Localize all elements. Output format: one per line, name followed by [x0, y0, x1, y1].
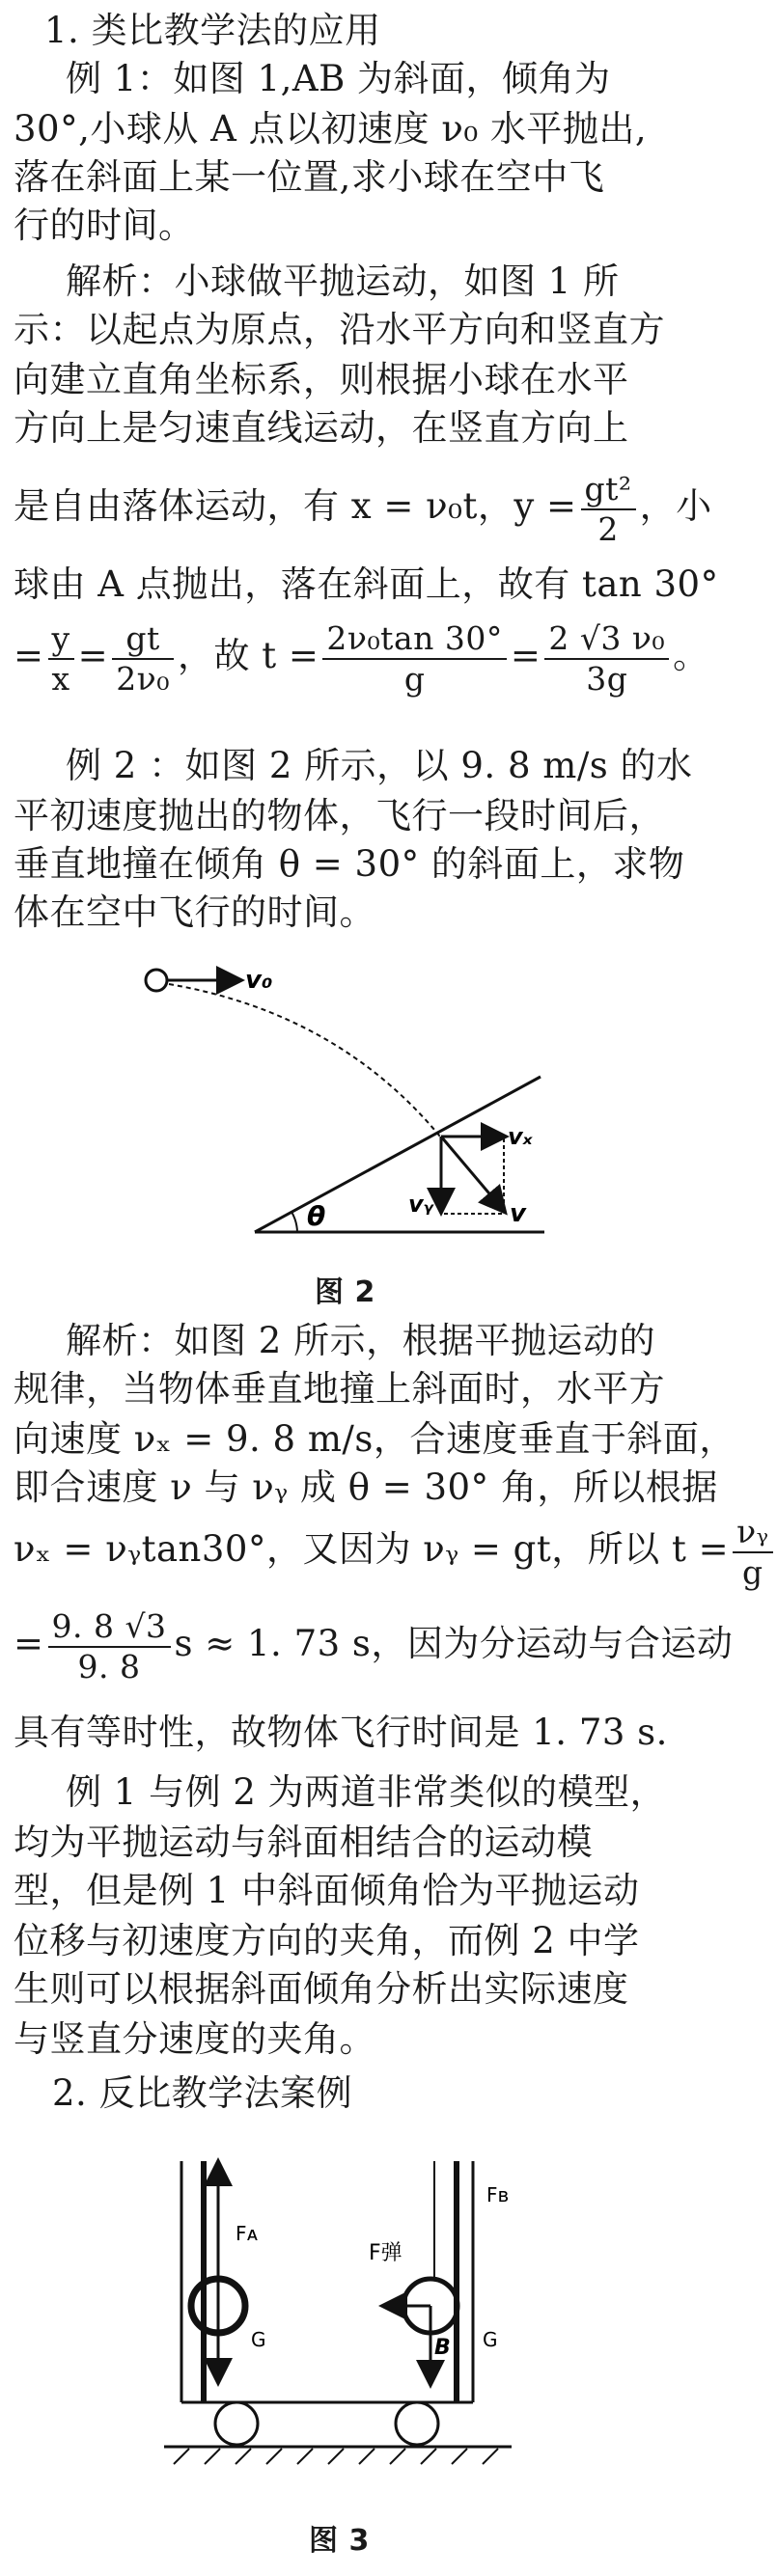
incline-line — [255, 1077, 541, 1232]
g-left-label: G — [251, 2328, 266, 2351]
b-label: B — [434, 2336, 451, 2360]
example2-solution-line-6: = $\frac{9. 8 √3}{9. 8}$ s ≈ 1. 73 s，因为分运动与合运动 — [14, 1606, 734, 1685]
example1-solution-line-4: 方向上是匀速直线运动，在竖直方向上 — [14, 407, 629, 449]
fraction-vy-over-g: $\frac{\text{νᵧ}}{g}$ — [733, 1513, 772, 1592]
equation-text: 是自由落体运动，有 x = ν₀t，y = — [14, 485, 577, 527]
equation-tail: ，小 — [639, 485, 712, 527]
fraction-gt-over-2v0: $\frac{gt}{\text{2ν₀}}$ — [112, 619, 174, 699]
section2-heading: 2. 反比教学法案例 — [52, 2072, 353, 2114]
right-wheel — [396, 2402, 438, 2445]
comparison-line-2: 均为平抛运动与斜面相结合的运动模 — [14, 1822, 593, 1863]
example1-solution-line-2: 示：以起点为原点，沿水平方向和竖直方 — [14, 309, 665, 350]
figure2-caption: 图 2 — [315, 1275, 375, 1309]
fraction-2sqrt3v0-over-3g: $\frac{\text{2 √3 ν₀}}{3g}$ — [544, 619, 669, 699]
vy-label: vᵧ — [408, 1191, 433, 1218]
example1-solution-line-5 — [14, 469, 712, 550]
fraction-9.8sqrt3-over-9.8: $\frac{9. 8 √3}{9. 8}$ — [48, 1607, 171, 1686]
example1-line-2: 30°,小球从 A 点以初速度 ν₀ 水平抛出, — [14, 108, 648, 150]
comparison-line-1: 例 1 与例 2 为两道非常类似的模型， — [66, 1771, 667, 1813]
fraction-gt2: $\frac{\text{gt²}}{2}$ — [581, 470, 636, 549]
example2-line-1: 例 2 ：如图 2 所示，以 9. 8 m/s 的水 — [66, 745, 693, 786]
v0-label: v₀ — [245, 966, 273, 995]
v-label: v — [510, 1199, 526, 1228]
section1-heading: 1. 类比教学法的应用 — [44, 10, 381, 51]
fa-label: Fᴀ — [236, 2222, 259, 2245]
fspring-label: F弹 — [369, 2241, 402, 2265]
example1-solution-line-7: = $\frac{y}{x}$ = $\frac{gt}{\text{2ν₀}}$ ，故 t = $\frac{\text{2ν₀tan 30°}}{g}$ = $\frac{\text{2 √3 ν₀}}{3g}$ 。 — [14, 618, 709, 698]
example2-solution-line-3: 向速度 νₓ = 9. 8 m/s，合速度垂直于斜面， — [14, 1418, 735, 1460]
example2-line-2: 平初速度抛出的物体，飞行一段时间后， — [14, 795, 665, 836]
example1-solution-line-3: 向建立直角坐标系，则根据小球在水平 — [14, 359, 629, 400]
ground-hatching — [174, 2449, 498, 2464]
vx-label: vₓ — [508, 1123, 533, 1150]
g-right-label: G — [483, 2328, 498, 2351]
example2-solution-line-4: 即合速度 ν 与 νᵧ 成 θ = 30° 角，所以根据 — [14, 1466, 718, 1508]
figure3-diagram — [145, 2123, 541, 2528]
projectile-ball — [146, 970, 167, 991]
angle-arc — [291, 1212, 297, 1232]
example1-line-4: 行的时间。 — [14, 205, 195, 246]
example1-line-3: 落在斜面上某一位置,求小球在空中飞 — [14, 156, 605, 198]
example2-solution-line-7: 具有等时性，故物体飞行时间是 1. 73 s. — [14, 1712, 668, 1753]
example2-line-4: 体在空中飞行的时间。 — [14, 891, 375, 933]
comparison-line-3: 型，但是例 1 中斜面倾角恰为平抛运动 — [14, 1870, 640, 1911]
example2-solution-line-1: 解析：如图 2 所示，根据平抛运动的 — [66, 1320, 656, 1361]
comparison-line-4: 位移与初速度方向的夹角，而例 2 中学 — [14, 1920, 640, 1961]
example1-solution-line-1: 解析：小球做平抛运动，如图 1 所 — [66, 260, 620, 302]
left-wheel — [215, 2402, 258, 2445]
figure2-diagram — [125, 955, 550, 1264]
fraction-y-over-x: $\frac{y}{x}$ — [48, 619, 74, 699]
example1-line-1: 例 1：如图 1,AB 为斜面，倾角为 — [66, 58, 611, 99]
example1-solution-line-6: 球由 A 点抛出，落在斜面上，故有 tan 30° — [14, 563, 719, 605]
figure3-caption: 图 3 — [309, 2524, 370, 2558]
example2-line-3: 垂直地撞在倾角 θ = 30° 的斜面上，求物 — [14, 843, 685, 885]
comparison-line-5: 生则可以根据斜面倾角分析出实际速度 — [14, 1968, 629, 2010]
right-rod — [454, 2161, 459, 2402]
comparison-line-6: 与竖直分速度的夹角。 — [14, 2018, 375, 2060]
fb-label: Fʙ — [486, 2183, 510, 2206]
example2-solution-line-5: νₓ = νᵧtan30°，又因为 νᵧ = gt，所以 t = $\frac{\text{νᵧ}}{g}$ — [14, 1511, 670, 1594]
theta-label: θ — [307, 1200, 326, 1232]
fraction-2v0tan30-over-g: $\frac{\text{2ν₀tan 30°}}{g}$ — [322, 619, 506, 699]
trajectory-curve — [169, 984, 440, 1137]
v-arrow — [441, 1137, 504, 1211]
example2-solution-line-2: 规律，当物体垂直地撞上斜面时，水平方 — [14, 1368, 665, 1410]
